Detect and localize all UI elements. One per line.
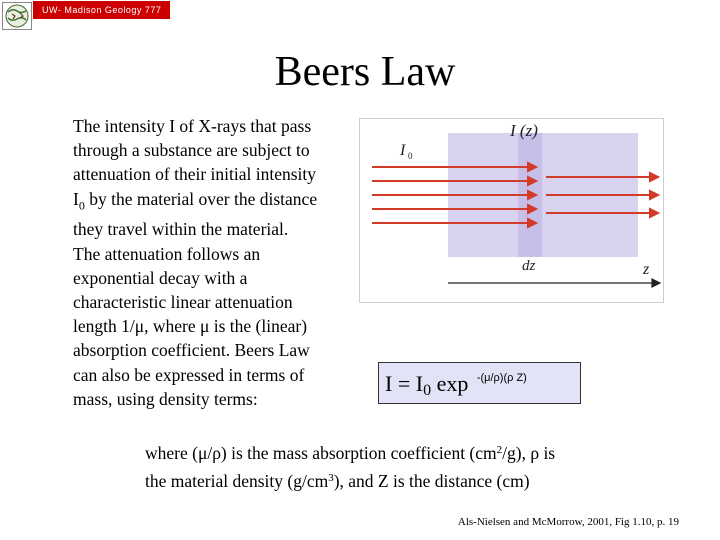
body-line: absorption coefficient. Beers Law xyxy=(73,340,310,361)
body-line: exponential decay with a xyxy=(73,267,248,288)
intensity-subscript: 0 xyxy=(78,198,85,213)
body-line: mass, using density terms: xyxy=(73,388,258,409)
body-line: characteristic linear attenuation xyxy=(73,291,293,312)
attenuation-figure xyxy=(359,118,664,303)
figure-citation: Als-Nielsen and McMorrow, 2001, Fig 1.10, p. 19 xyxy=(457,516,679,528)
definition-note xyxy=(145,438,665,493)
slide-title: Beers Law xyxy=(274,49,456,95)
equation-lhs: I = I xyxy=(385,371,424,396)
label-dz: dz xyxy=(522,258,536,274)
globe-logo-icon xyxy=(2,2,32,30)
body-line: through a substance are subject to xyxy=(73,140,310,161)
body-line: length 1/μ, where μ is the (linear) xyxy=(73,316,308,337)
body-paragraph xyxy=(73,114,358,411)
equation-exp: exp xyxy=(431,371,474,396)
label-iz: I (z) xyxy=(510,121,538,140)
body-line: they travel within the material. xyxy=(73,219,289,240)
equation-subscript: 0 xyxy=(423,382,432,399)
note-text: /g), ρ is xyxy=(502,443,556,463)
body-line xyxy=(73,187,358,218)
body-line-text: by the material over the distance xyxy=(84,188,318,209)
z-axis xyxy=(448,279,660,287)
body-line: can also be expressed in terms of xyxy=(73,364,305,385)
body-line: The intensity I of X-rays that pass xyxy=(73,116,312,136)
label-z: z xyxy=(643,261,650,278)
intensity-symbol: I xyxy=(73,188,79,209)
note-text: where (μ/ρ) is the mass absorption coefficient (cm xyxy=(145,443,497,463)
equation-exponent: -(μ/ρ)(ρ Z) xyxy=(476,372,527,384)
beers-law-equation xyxy=(378,362,581,404)
course-tag: UW- Madison Geology 777 xyxy=(33,1,170,19)
note-text: ), and Z is the distance (cm) xyxy=(333,470,530,491)
note-sup: 2 xyxy=(496,444,503,456)
label-i0: I xyxy=(400,142,406,159)
body-line: attenuation of their initial intensity xyxy=(73,164,317,185)
note-sup: 3 xyxy=(328,471,334,484)
label-i0-sub: 0 xyxy=(408,151,413,161)
body-line: The attenuation follows an xyxy=(73,243,261,264)
note-text: the material density (g/cm xyxy=(145,470,329,491)
